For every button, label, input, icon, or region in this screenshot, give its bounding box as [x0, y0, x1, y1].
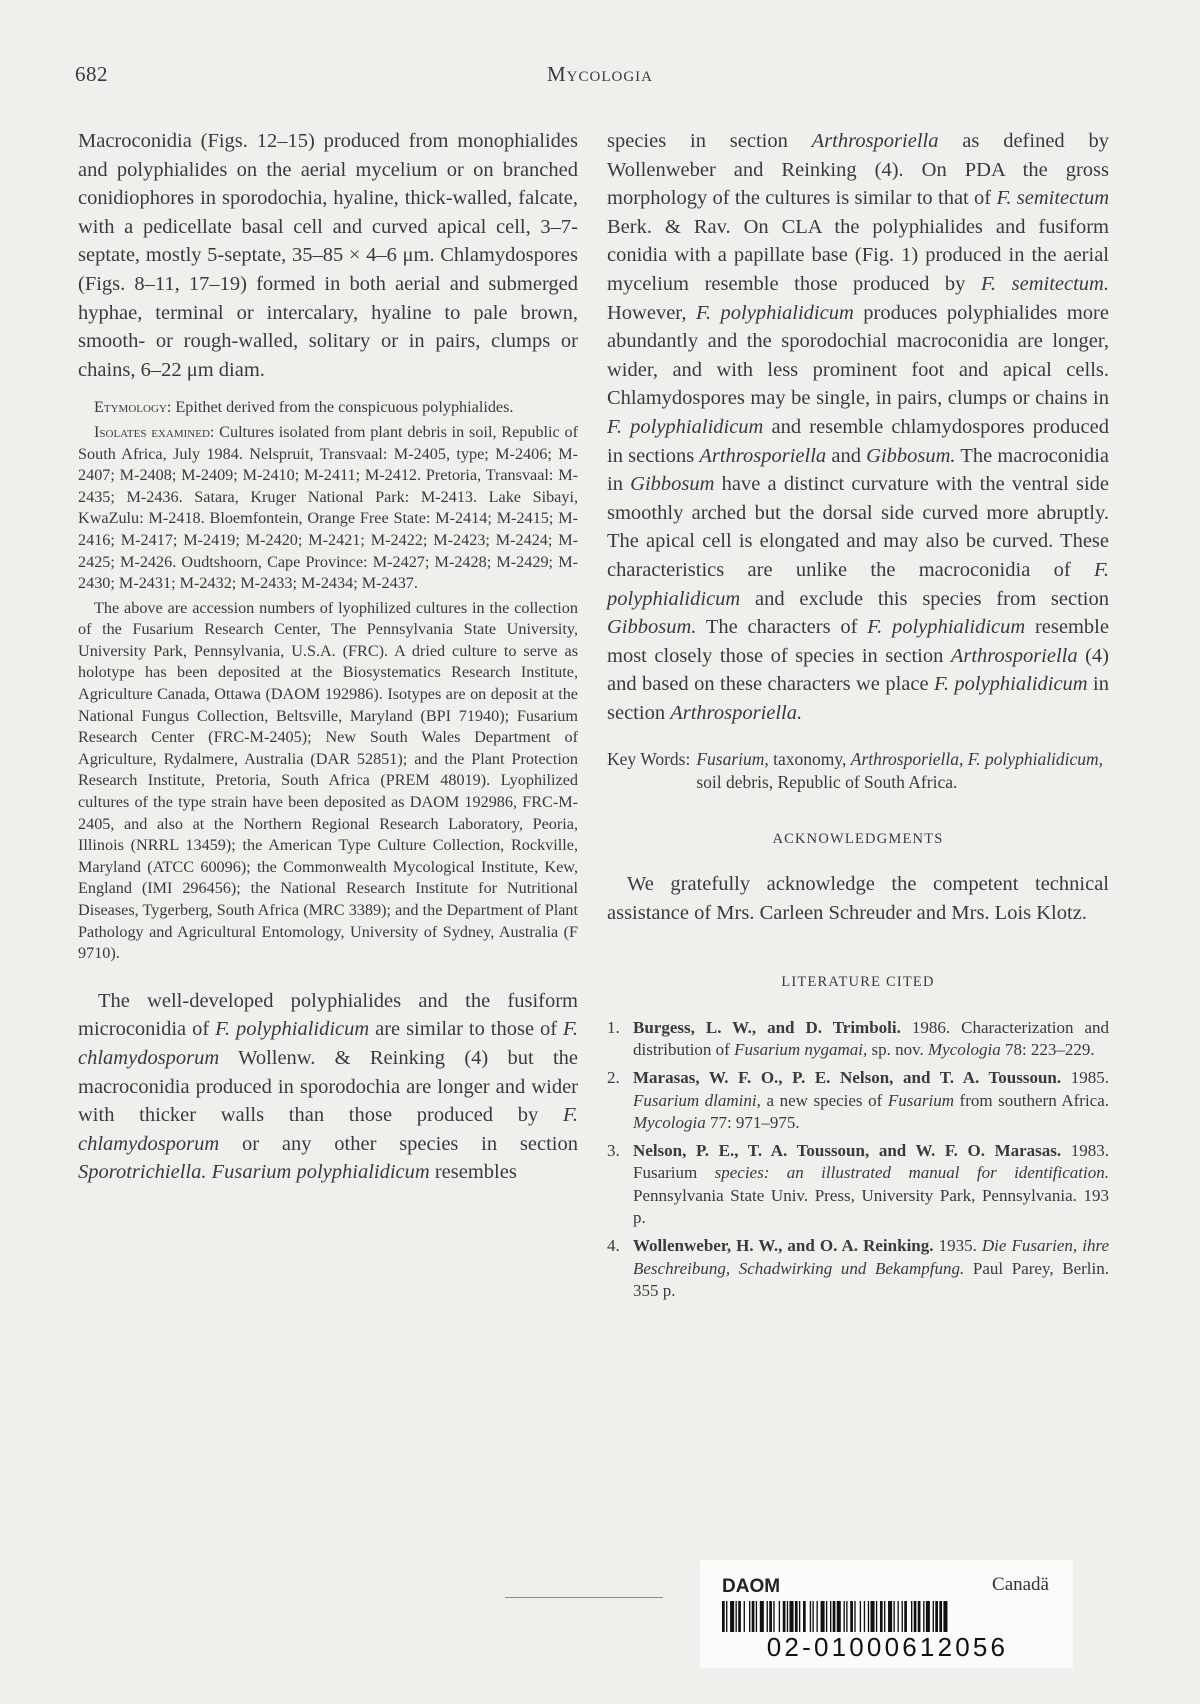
body-text: in section [607, 673, 1109, 724]
reference-italic: Die Fusarien, ihre Beschreibung, Schadwirking und Bekampfung. [633, 1236, 1109, 1278]
discussion-text: resembles [429, 1161, 517, 1184]
discussion-paragraph [78, 987, 578, 1187]
body-text: However, [607, 301, 696, 324]
key-words-label: Key Words: [607, 749, 691, 770]
acknowledgments-heading: ACKNOWLEDGMENTS [772, 831, 944, 848]
body-text: produces polyphialides more abundantly and the sporodochial macroconidia are longer, wider, and with less prominent foot and apical cells. Chlamydospores may be single, in pairs, clumps or chains in [607, 301, 1109, 410]
body-text: resemble most closely those of species in section [607, 616, 1109, 667]
literature-cited-heading: LITERATURE CITED [781, 973, 935, 990]
reference-item [607, 1067, 1109, 1134]
label-daom: DAOM [722, 1576, 781, 1597]
reference-italic: species: an illustrated manual for identification. [714, 1163, 1109, 1183]
accession-paragraph: The above are accession numbers of lyophilized cultures in the collection of the Fusarium Research Center, The Pennsylvania State University, University Park, Pennsylvania, U.S.A. (FRC). A dried culture to serve as holotype has been deposited at the Biosystematics Research Institute, Agriculture Canada, Ottawa (DAOM 192986). Isotypes are on deposit at the National Fungus Collection, Beltsville, Maryland (BPI 71940); Fusarium Research Center (FRC-M-2405); New South Wales Department of Agriculture, Rydalmere, Australia (DAR 52851); and the Plant Protection Research Institute, Pretoria, South Africa (PREM 48019). Lyophilized cultures of the type strain have been deposited as DAOM 192986, FRC-M-2405, and also at the Northern Regional Research Laboratory, Peoria, Illinois (NRRL 13459); the American Type Culture Collection, Rockville, Maryland (ATCC 60096); the Commonwealth Mycological Institute, Kew, England (IMI 296456); the National Research Institute for Nutritional Diseases, Tygerberg, South Africa (MRC 3389); and the Department of Plant Pathology and Agricultural Entomology, University of Sydney, Australia (F 9710). [78, 598, 578, 963]
left-column [78, 127, 578, 1187]
isolates-paragraph [78, 422, 578, 595]
comparison-paragraph [607, 127, 1109, 727]
etymology-label: Etymology: [94, 398, 172, 417]
body-text: have a distinct curvature with the ventral side smoothly arched but the dorsal side curved more abruptly. The apical cell is elongated and may also be curved. These characteristics are unlike the macroconidia of [607, 473, 1110, 581]
label-canada-wordmark: Canadä [992, 1574, 1049, 1595]
reference-text: 1985. [1061, 1068, 1109, 1088]
taxon-name: Arthrosporiella. [670, 701, 803, 724]
body-text: as defined by Wollenweber and Reinking (4). On PDA the gross morphology of the cultures is similar to that of [607, 130, 1109, 210]
reference-italic: Fusarium [887, 1090, 954, 1110]
taxon-name: F. semitectum. [981, 272, 1109, 295]
reference-text: from southern Africa. [953, 1090, 1110, 1110]
footer-rule [505, 1597, 663, 1598]
right-column [607, 127, 1109, 1308]
body-text: and exclude this species from section [740, 587, 1109, 610]
reference-body [633, 1017, 1109, 1062]
reference-body [633, 1140, 1109, 1229]
discussion-text: or any other species in section [219, 1132, 578, 1155]
herbarium-label [700, 1560, 1073, 1668]
discussion-text: are similar to those of [369, 1018, 563, 1041]
taxon-name: Gibbosum. [607, 616, 697, 639]
taxon-name: Gibbosum [630, 473, 715, 496]
discussion-text: Wollenw. & Reinking (4) but the macroconidia produced in sporodochia are longer and wider with thicker walls than those produced by [78, 1046, 578, 1127]
body-text: and [826, 444, 867, 467]
discussion-text: The well-developed polyphialides and the fusiform microconidia of [78, 989, 578, 1041]
reference-number: 1. [607, 1017, 620, 1037]
etymology-text: Epithet derived from the conspicuous polyphialides. [171, 398, 514, 417]
reference-number: 3. [607, 1141, 620, 1161]
barcode-icon [722, 1601, 1053, 1632]
reference-italic: Fusarium dlamini, [633, 1090, 761, 1110]
body-text: Berk. & Rav. On CLA the polyphialides and fusiform conidia with a papillate base (Fig. 1) produced in the aerial mycelium resemble those produced by [607, 215, 1109, 295]
keyword: taxonomy, [768, 749, 851, 770]
reference-text: a new species of [760, 1090, 888, 1110]
reference-text: Paul Parey, Berlin. 355 p. [633, 1258, 1109, 1300]
reference-item [607, 1235, 1109, 1302]
taxon-name: F. polyphialidicum [695, 301, 854, 324]
reference-text: 1986. Characterization and distribution of [633, 1017, 1109, 1059]
reference-number: 4. [607, 1236, 620, 1256]
etymology-paragraph [78, 397, 578, 419]
species-name: Sporotrichiella. Fusarium polyphialidicum [78, 1161, 430, 1184]
reference-authors: Burgess, L. W., and D. Trimboli. [633, 1017, 901, 1037]
taxon-name: Arthrosporiella [950, 644, 1078, 667]
body-text: The macroconidia in [607, 444, 1109, 496]
reference-text: Pennsylvania State Univ. Press, University Park, Pennsylvania. 193 p. [633, 1185, 1109, 1228]
reference-text: 1983. Fusarium [633, 1141, 1109, 1183]
body-text: and resemble chlamydospores produced in sections [607, 415, 1109, 467]
reference-list [607, 1017, 1109, 1303]
taxon-name: F. polyphialidicum [867, 616, 1026, 639]
running-head: Mycologia [547, 62, 653, 86]
reference-authors: Marasas, W. F. O., P. E. Nelson, and T. A. Toussoun. [633, 1068, 1062, 1088]
reference-item [607, 1017, 1109, 1062]
body-text: (4) and based on these characters we place [607, 644, 1110, 696]
taxon-name: F. polyphialidicum [607, 415, 764, 438]
macroconidia-paragraph: Macroconidia (Figs. 12–15) produced from monophialides and polyphialides on the aerial mycelium or on branched conidiophores in sporodochia, hyaline, thick-walled, falcate, with a pedicellate basal cell and curved apical cell, 3–7-septate, mostly 5-septate, 35–85 × 4–6 μm. Chlamydospores (Figs. 8–11, 17–19) formed in both aerial and submerged hyphae, terminal or intercalary, hyaline to pale brown, smooth- or rough-walled, solitary or in pairs, clumps or chains, 6–22 μm diam. [78, 130, 578, 381]
isolates-label: Isolates examined: [94, 422, 215, 441]
reference-authors: Nelson, P. E., T. A. Toussoun, and W. F. O. Marasas. [633, 1141, 1062, 1161]
body-text: species in section [607, 130, 812, 152]
taxon-name: F. polyphialidicum [933, 673, 1088, 696]
acknowledgments-text: We gratefully acknowledge the competent technical assistance of Mrs. Carleen Schreuder and Mrs. Lois Klotz. [607, 873, 1109, 925]
reference-italic: Mycologia [928, 1039, 1001, 1059]
taxon-name: Arthrosporiella [811, 130, 939, 152]
reference-body [633, 1067, 1109, 1134]
keyword: Fusarium, [696, 749, 769, 770]
reference-italic: Mycologia [633, 1112, 706, 1132]
taxon-name: F. polyphialidicum [607, 558, 1109, 610]
reference-text: sp. nov. [867, 1039, 928, 1059]
species-name: F. polyphialidicum [215, 1018, 370, 1041]
reference-number: 2. [607, 1068, 620, 1088]
barcode-number: 02-01000612056 [766, 1632, 1009, 1662]
keyword: soil debris, Republic of South Africa. [696, 771, 958, 792]
reference-item [607, 1140, 1109, 1229]
reference-text: 77: 971–975. [705, 1112, 800, 1132]
page-number: 682 [75, 62, 108, 86]
isolates-text: Cultures isolated from plant debris in soil, Republic of South Africa, July 1984. Nelspruit, Transvaal: M-2405, type; M-2406; M-2407; M-2408; M-2409; M-2410; M-2411; M-2412. Pretoria, Transvaal: M-2435; M-2436. Satara, Kruger National Park: M-2413. Lake Sibayi, KwaZulu: M-2418. Bloemfontein, Orange Free State: M-2414; M-2415; M-2416; M-2417; M-2419; M-2420; M-2421; M-2422; M-2423; M-2424; M-2425; M-2426. Oudtshoorn, Cape Province: M-2427; M-2428; M-2429; M-2430; M-2431; M-2432; M-2433; M-2434; M-2437. [78, 422, 578, 593]
key-words-list [696, 748, 1109, 793]
keyword: Arthrosporiella, F. polyphialidicum, [850, 749, 1104, 770]
taxon-name: Gibbosum. [866, 444, 956, 467]
body-text: The characters of [696, 616, 868, 639]
reference-text: 1935. [933, 1236, 982, 1256]
taxon-name: Arthrosporiella [699, 444, 827, 467]
reference-text: 78: 223–229. [1000, 1039, 1095, 1059]
key-words [607, 748, 1109, 793]
taxon-name: F. semitectum [996, 187, 1109, 210]
species-name: F. chlamydosporum [78, 1104, 578, 1155]
reference-italic: Fusarium nygamai, [734, 1039, 868, 1059]
species-name: F. chlamydosporum [78, 1018, 578, 1069]
reference-authors: Wollenweber, H. W., and O. A. Reinking. [633, 1236, 934, 1256]
reference-body [633, 1235, 1109, 1302]
